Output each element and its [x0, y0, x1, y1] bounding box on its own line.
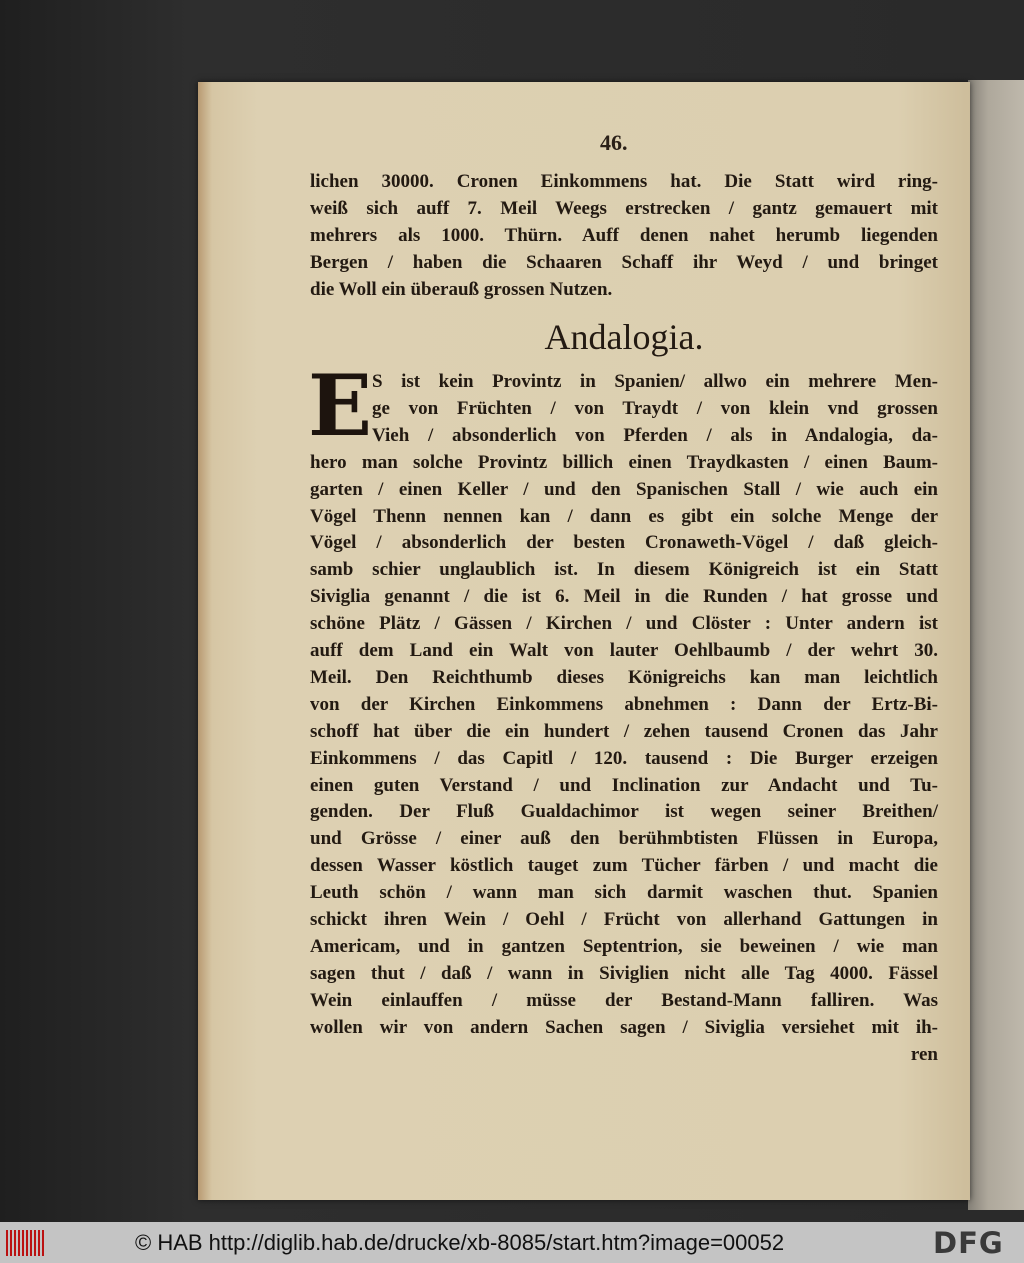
text-line: die Woll ein überauß grossen Nutzen. [310, 279, 613, 300]
text-line: ren [910, 1043, 938, 1065]
text-line: Americam, und in gantzen Septentrion, sie beweinen / wie man [310, 935, 938, 957]
text-line: samb schier unglaublich ist. In diesem Königreich ist ein Statt [310, 559, 938, 581]
text-line: von der Kirchen Einkommens abnehmen : Dann der Ertz-Bi- [310, 693, 938, 715]
text-line: lichen 30000. Cronen Einkommens hat. Die Statt wird ring- [310, 171, 938, 192]
drop-cap: E [308, 356, 373, 455]
text-line: Vögel / absonderlich der besten Cronaweth-Vögel / daß gleich- [310, 532, 938, 554]
page-number: 46. [600, 130, 628, 155]
text-line: Leuth schön / wann man sich darmit waschen thut. Spanien [310, 882, 938, 904]
text-line: Siviglia genannt / die ist 6. Meil in die Runden / hat grosse und [310, 586, 938, 608]
text-line: wollen wir von andern Sachen sagen / Siviglia versiehet mit ih- [310, 1016, 938, 1038]
text-line: Meil. Den Reichthumb dieses Königreichs kan man leichtlich [310, 666, 938, 688]
text-line: hero man solche Provintz billich einen Traydkasten / einen Baum- [310, 451, 938, 473]
text-line: dessen Wasser köstlich tauget zum Tücher färben / und macht die [310, 855, 938, 877]
text-line: garten / einen Keller / und den Spanischen Stall / wie auch ein [310, 478, 938, 500]
next-page-edge [968, 80, 1024, 1210]
text-line: Wein einlauffen / müsse der Bestand-Mann falliren. Was [310, 989, 938, 1011]
text-line: sagen thut / daß / wann in Siviglien nicht alle Tag 4000. Fässel [310, 962, 938, 984]
text-line: und Grösse / einer auß den berühmbtisten Flüssen in Europa, [310, 828, 938, 850]
text-line: Bergen / haben die Schaaren Schaff ihr Weyd / und bringet [310, 252, 938, 273]
text-line: S ist kein Provintz in Spanien/ allwo ein mehrere Men- [372, 371, 938, 392]
text-line: ge von Früchten / von Traydt / von klein vnd grossen [372, 397, 938, 419]
footer-bar [0, 1222, 1024, 1263]
dfg-logo: DFG [933, 1226, 1004, 1260]
text-line: einen guten Verstand / und Inclination zur Andacht und Tu- [310, 774, 938, 796]
text-line: schoff hat über die ein hundert / zehen tausend Cronen das Jahr [310, 720, 938, 742]
text-line: mehrers als 1000. Thürn. Auff denen nahet herumb liegenden [310, 225, 938, 246]
section-heading: Andalogia. [544, 317, 704, 357]
text-line: weiß sich auff 7. Meil Weegs erstrecken / gantz gemauert mit [310, 198, 938, 219]
text-line: Einkommens / das Capitl / 120. tausend : Die Burger erzeigen [310, 747, 938, 769]
copyright-credit: © HAB http://diglib.hab.de/drucke/xb-8085/start.htm?image=00052 [135, 1230, 785, 1255]
text-line: Vieh / absonderlich von Pferden / als in Andalogia, da- [372, 424, 938, 446]
text-line: genden. Der Fluß Gualdachimor ist wegen seiner Breithen/ [310, 801, 938, 823]
text-line: auff dem Land ein Walt von lauter Oehlbaumb / der wehrt 30. [310, 640, 938, 661]
text-line: schöne Plätz / Gässen / Kirchen / und Clöster : Unter andern ist [310, 613, 938, 635]
text-line: schickt ihren Wein / Oehl / Frücht von allerhand Gattungen in [310, 909, 938, 930]
hab-logo-icon [6, 1230, 46, 1256]
text-line: Vögel Thenn nennen kan / dann es gibt ein solche Menge der [310, 505, 938, 527]
